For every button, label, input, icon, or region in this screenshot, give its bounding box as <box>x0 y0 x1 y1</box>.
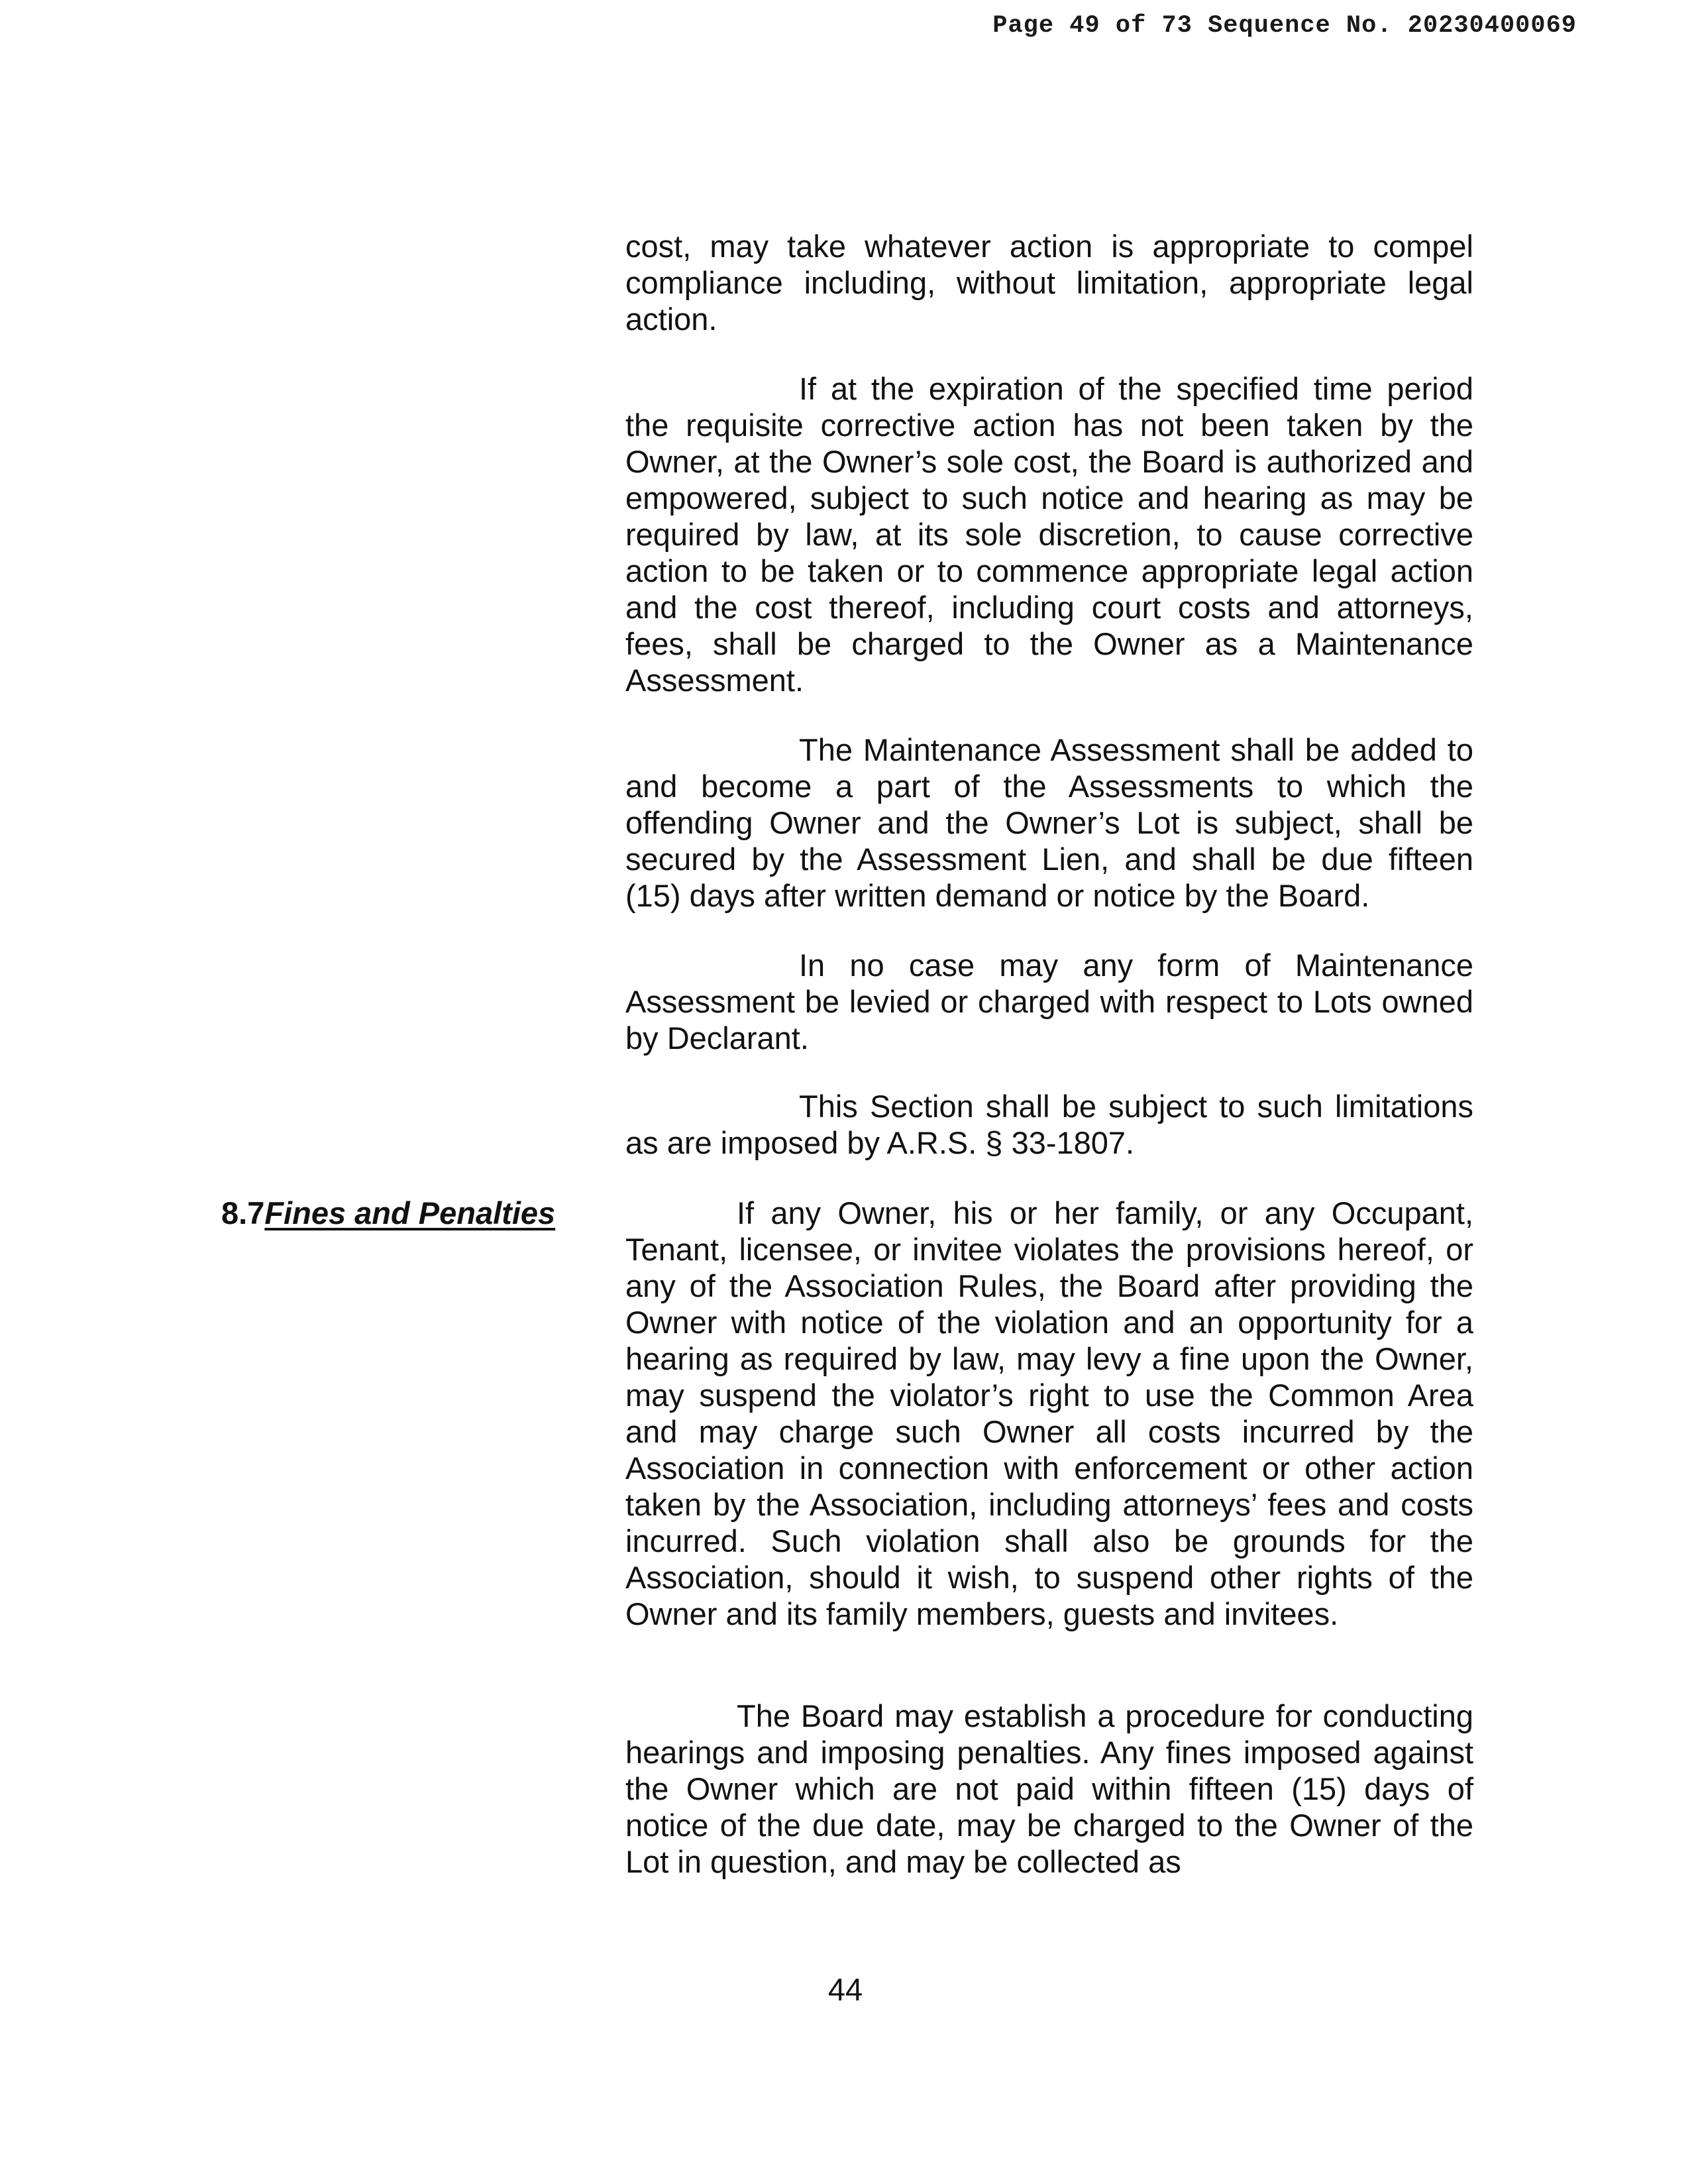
section-number: 8.7 <box>221 1195 265 1230</box>
page-header: Page 49 of 73 Sequence No. 20230400069 <box>992 12 1577 40</box>
body-column <box>625 732 1473 914</box>
paragraph-hearing-procedure: The Board may establish a procedure for conducting hearings and imposing penalties. Any fines imposed against the Owner which are not paid within fifteen (15) days of notice of the due date, may be charged to the Owner of the Lot in question, and may be collected as <box>625 1698 1473 1879</box>
page-number: 44 <box>827 1972 863 2007</box>
section-heading <box>221 1195 555 1231</box>
body-column <box>625 228 1473 337</box>
paragraph-ars-limitation: This Section shall be subject to such limitations as are imposed by A.R.S. § 33-1807. <box>625 1089 1473 1160</box>
paragraph-continuation: cost, may take whatever action is appropriate to compel compliance including, without limitation, appropriate legal action. <box>625 229 1473 337</box>
body-column <box>625 947 1473 1056</box>
paragraph-corrective-action: If at the expiration of the specified time period the requisite corrective action has not been taken by the Owner, at the Owner’s sole cost, the Board is authorized and empowered, subject to such notice and hearing as may be required by law, at its sole discretion, to cause corrective action to be taken or to commence appropriate legal action and the cost thereof, including court costs and attorneys, fees, shall be charged to the Owner as a Maintenance Assessment. <box>625 371 1473 698</box>
body-column <box>625 1195 1473 1632</box>
paragraph-maintenance-assessment: The Maintenance Assessment shall be added to and become a part of the Assessments to which the offending Owner and the Owner’s Lot is subject, shall be secured by the Assessment Lien, and shall be due fifteen (15) days after written demand or notice by the Board. <box>625 732 1473 913</box>
body-column <box>625 1088 1473 1161</box>
section-title: Fines and Penalties <box>264 1195 556 1230</box>
paragraph-declarant-exemption: In no case may any form of Maintenance Assessment be levied or charged with respect to Lots owned by Declarant. <box>625 948 1473 1056</box>
paragraph-fines-violations: If any Owner, his or her family, or any Occupant, Tenant, licensee, or invitee violates the provisions hereof, or any of the Association Rules, the Board after providing the Owner with notice of the violation and an opportunity for a hearing as required by law, may levy a fine upon the Owner, may suspend the violator’s right to use the Common Area and may charge such Owner all costs incurred by the Association in connection with enforcement or other action taken by the Association, including attorneys’ fees and costs incurred. Such violation shall also be grounds for the Association, should it wish, to suspend other rights of the Owner and its family members, guests and invitees. <box>625 1195 1473 1631</box>
body-column <box>625 370 1473 698</box>
body-column <box>625 1698 1473 1880</box>
